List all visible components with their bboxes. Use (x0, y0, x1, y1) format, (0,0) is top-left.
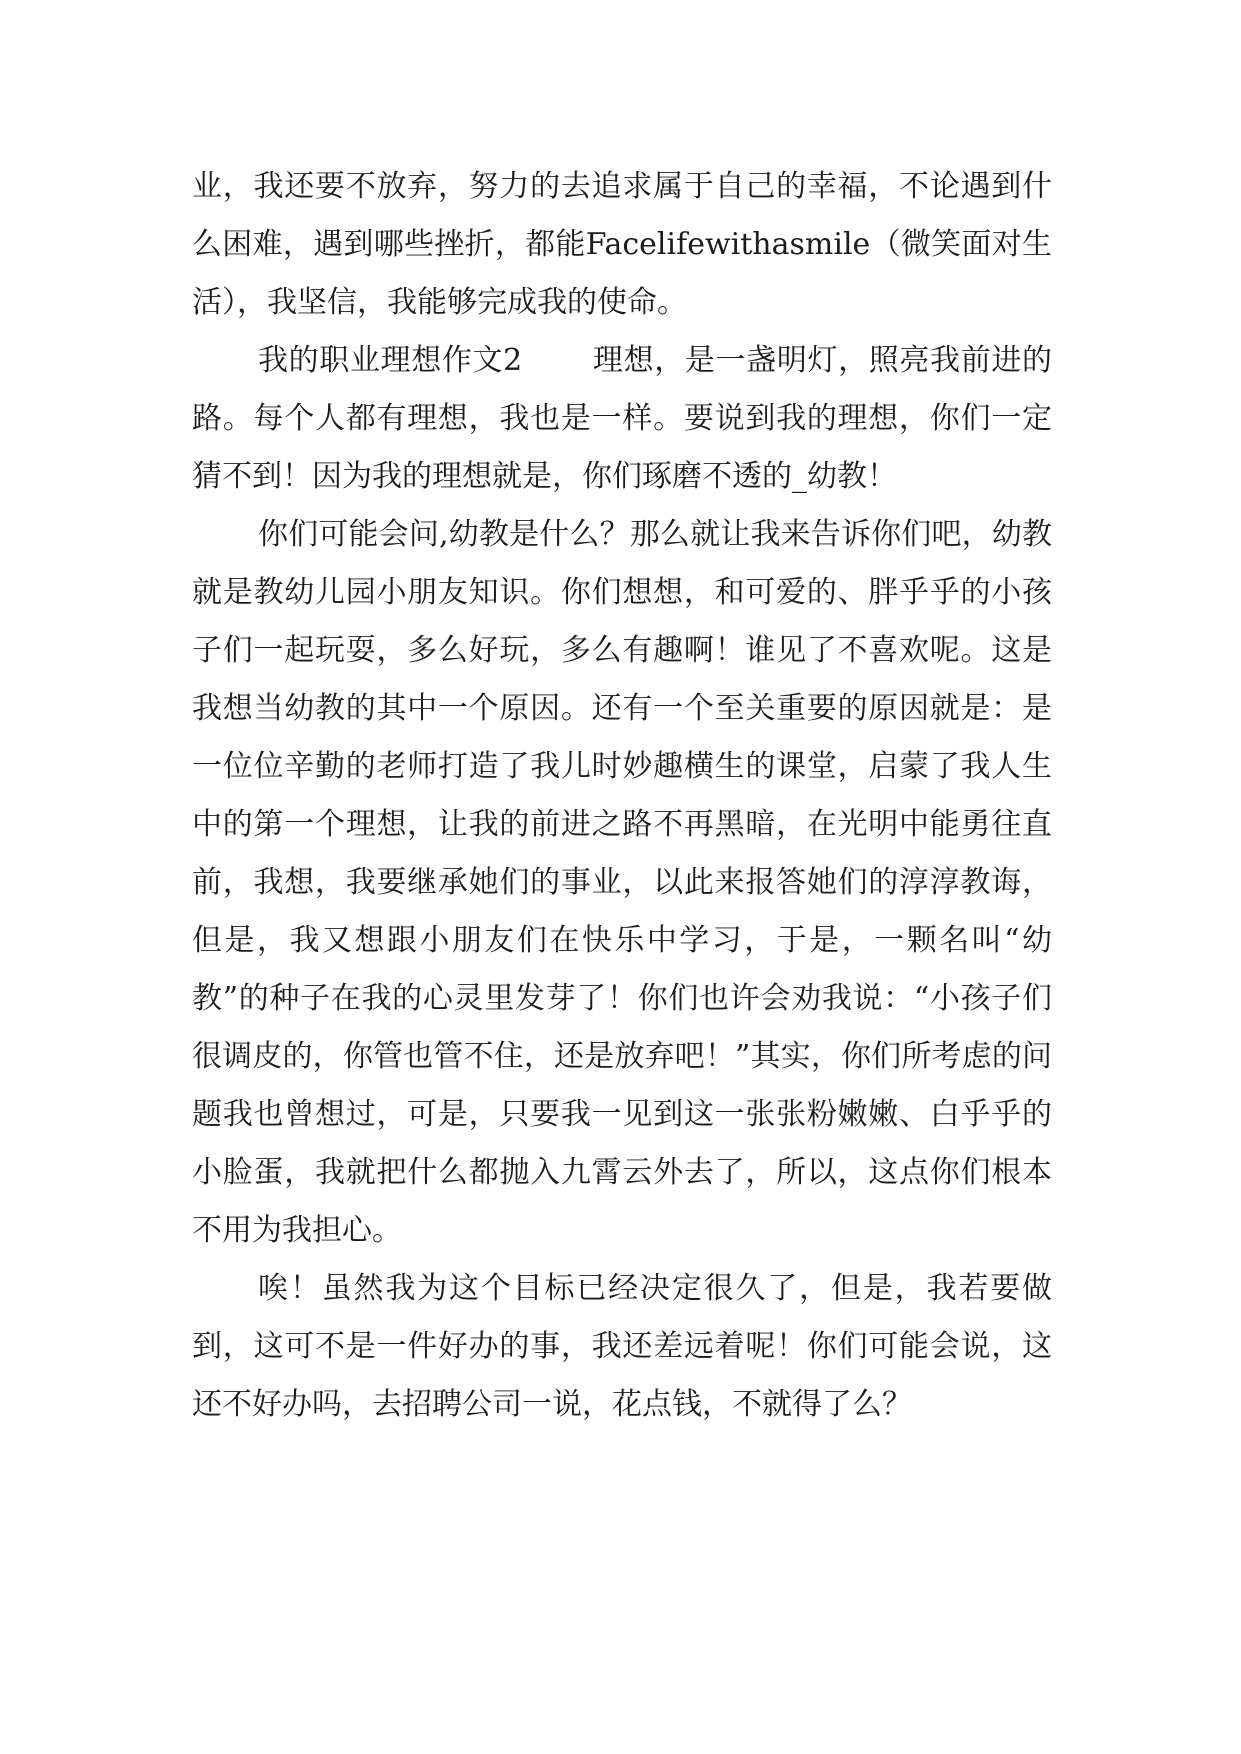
paragraph-continuation: 业，我还要不放弃，努力的去追求属于自己的幸福，不论遇到什么困难，遇到哪些挫折，都能Facelifewithasmile（微笑面对生活），我坚信，我能够完成我的使命。 (192, 169, 1052, 320)
paragraph-essay-2-intro (192, 332, 1052, 506)
essay-opening-text: 理想，是一盏明灯，照亮我前进的路。每个人都有理想，我也是一样。要说到我的理想，你们一定猜不到！因为我的理想就是，你们琢磨不透的_幼教！ (192, 343, 1053, 494)
paragraph-closing: 唉！虽然我为这个目标已经决定很久了，但是，我若要做到，这可不是一件好办的事，我还差远着呢！你们可能会说，这还不好办吗，去招聘公司一说，花点钱，不就得了么？ (192, 1271, 1052, 1422)
essay-heading: 我的职业理想作文2 (258, 343, 523, 378)
document-body (192, 158, 1052, 1434)
paragraph-body: 你们可能会问,幼教是什么？那么就让我来告诉你们吧，幼教就是教幼儿园小朋友知识。你们想想，和可爱的、胖乎乎的小孩子们一起玩耍，多么好玩，多么有趣啊！谁见了不喜欢呢。这是我想当幼教的其中一个原因。还有一个至关重要的原因就是：是一位位辛勤的老师打造了我儿时妙趣横生的课堂，启蒙了我人生中的第一个理想，让我的前进之路不再黑暗，在光明中能勇往直前，我想，我要继承她们的事业，以此来报答她们的淳淳教诲，但是，我又想跟小朋友们在快乐中学习，于是，一颗名叫“幼教”的种子在我的心灵里发芽了！你们也许会劝我说：“小孩子们很调皮的，你管也管不住，还是放弃吧！”其实，你们所考虑的问题我也曾想过，可是，只要我一见到这一张张粉嫩嫩、白乎乎的小脸蛋，我就把什么都抛入九霄云外去了，所以，这点你们根本不用为我担心。 (192, 517, 1052, 1248)
